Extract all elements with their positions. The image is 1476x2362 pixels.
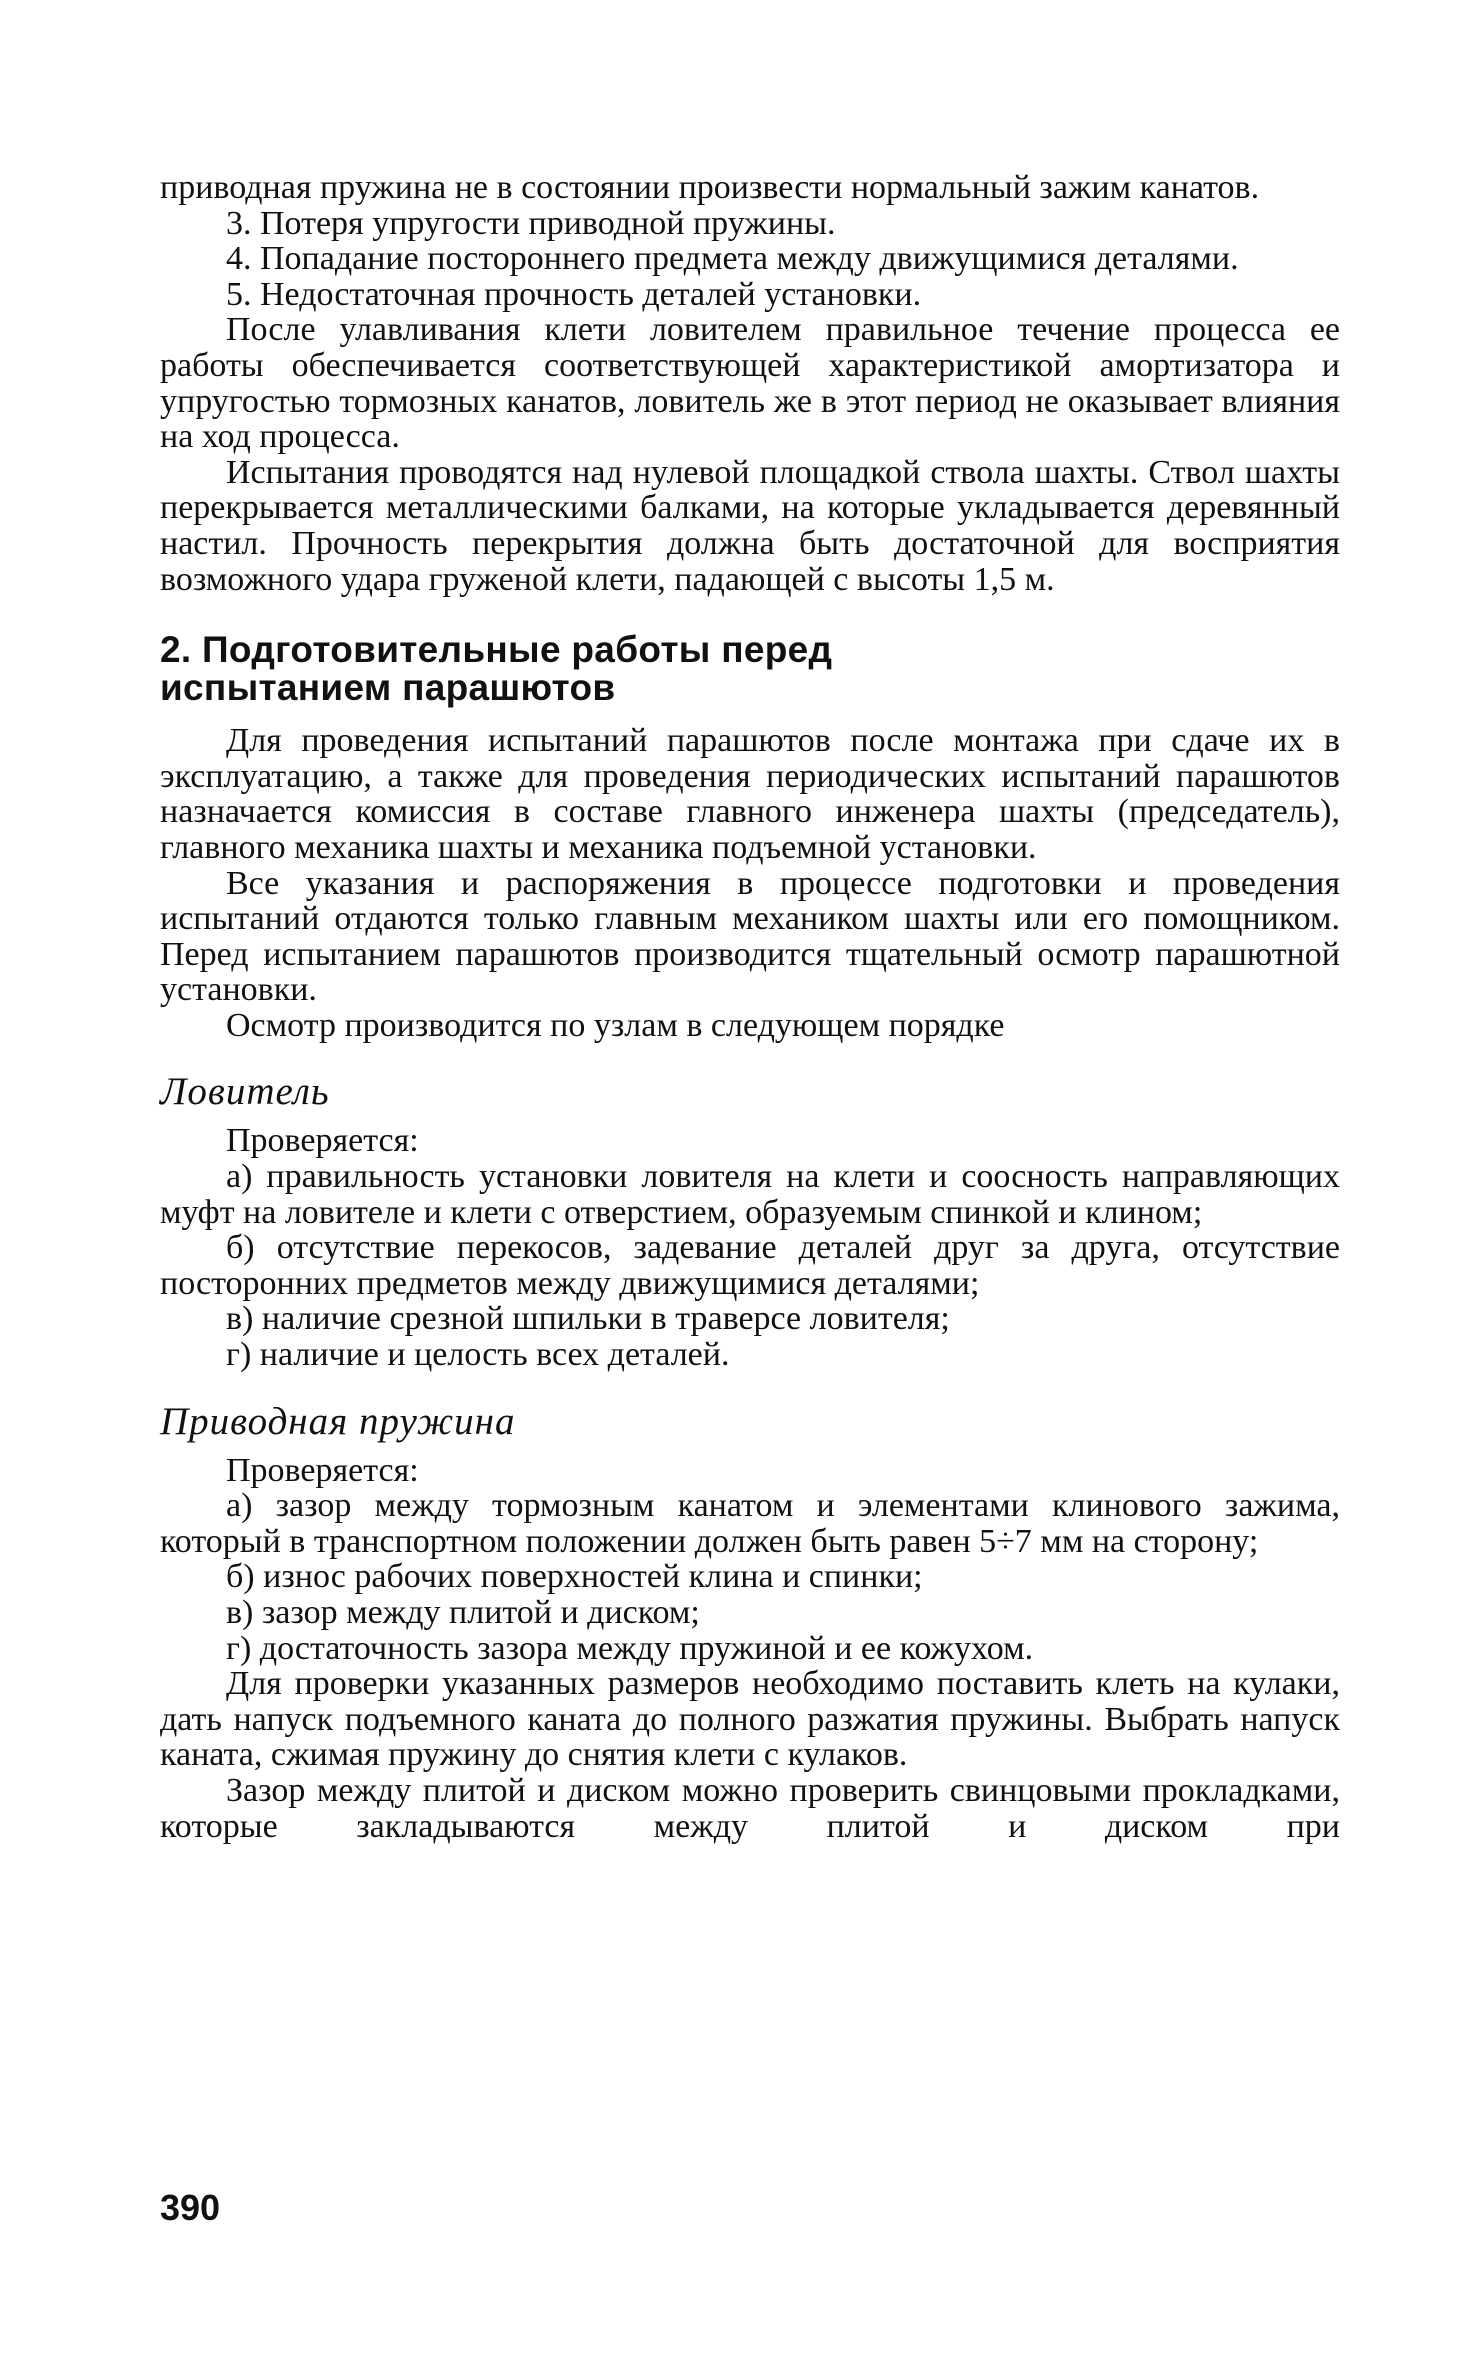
spring-item-c: в) зазор между плитой и диском; — [226, 1594, 700, 1631]
catcher-checked-label: Проверяется: — [226, 1122, 419, 1160]
spring-item-d: г) достаточность зазора между пружиной и ее кожухом. — [226, 1629, 1034, 1667]
page-number: 390 — [160, 2187, 221, 2228]
paragraph-commission: Для проведения испытаний парашютов после монтажа при сдаче их в эксплуатацию, а также для проведения периодических испытаний парашютов назначается комиссия в составе главного инженера шахты (председатель), главного механика шахты и механика подъемной установки. — [160, 722, 1340, 866]
paragraph-inspection-order: Осмотр производится по узлам в следующем порядке — [226, 1006, 1005, 1044]
list-item-4: 4. Попадание постороннего предмета между движущимися деталями. — [226, 240, 1239, 278]
paragraph-spring-gap: Зазор между плитой и диском можно проверить свинцовыми прокладками, которые закладываются между плитой и диском при — [160, 1771, 1340, 1845]
paragraph-instructions: Все указания и распоряжения в процессе подготовки и проведения испытаний отдаются только главным механиком шахты или его помощником. Перед испытанием парашютов производится тщательный осмотр парашютной установки. — [160, 864, 1340, 1009]
subsection-heading-spring: Приводная пружина — [160, 1399, 516, 1443]
section-heading-line1: 2. Подготовительные работы перед — [160, 629, 833, 671]
catcher-item-b: б) отсутствие перекосов, задевание деталей друг за друга, отсутствие посторонних предметов между движущимися деталями; — [160, 1229, 1340, 1302]
page-body — [160, 170, 1340, 1844]
section-heading-line2: испытанием парашютов — [160, 667, 616, 709]
paragraph-spring-check: Для проверки указанных размеров необходимо поставить клеть на кулаки, дать напуск подъемного каната до полного разжатия пружины. Выбрать напуск каната, сжимая пружину до снятия клети с кулаков. — [160, 1665, 1340, 1774]
list-item-5: 5. Недостаточная прочность деталей установки. — [226, 275, 922, 313]
paragraph-continuation: приводная пружина не в состоянии произвести нормальный зажим канатов. — [160, 169, 1260, 206]
list-item-3: 3. Потеря упругости приводной пружины. — [226, 204, 836, 242]
catcher-item-a: а) правильность установки ловителя на клети и соосность направляющих муфт на ловителе и клети с отверстием, образуемым спинкой и клином; — [160, 1158, 1340, 1231]
paragraph-after-catch: После улавливания клети ловителем правильное течение процесса ее работы обеспечивается соответствующей характеристикой амортизатора и упругостью тормозных канатов, ловитель же в этот период не оказывает влияния на ход процесса. — [160, 311, 1340, 456]
paragraph-tests: Испытания проводятся над нулевой площадкой ствола шахты. Ствол шахты перекрывается металлическими балками, на которые укладывается деревянный настил. Прочность перекрытия должна быть достаточной для восприятия возможного удара груженой клети, падающей с высоты 1,5 м. — [160, 453, 1340, 598]
spring-item-a: а) зазор между тормозным канатом и элементами клинового зажима, который в транспортном положении должен быть равен 5÷7 мм на сторону; — [160, 1487, 1340, 1560]
catcher-item-d: г) наличие и целость всех деталей. — [226, 1336, 730, 1374]
catcher-item-c: в) наличие срезной шпильки в траверсе ловителя; — [226, 1300, 950, 1338]
subsection-heading-catcher: Ловитель — [160, 1070, 330, 1114]
spring-item-b: б) износ рабочих поверхностей клина и спинки; — [226, 1558, 923, 1596]
spring-checked-label: Проверяется: — [226, 1451, 419, 1489]
section-heading — [160, 631, 1340, 707]
